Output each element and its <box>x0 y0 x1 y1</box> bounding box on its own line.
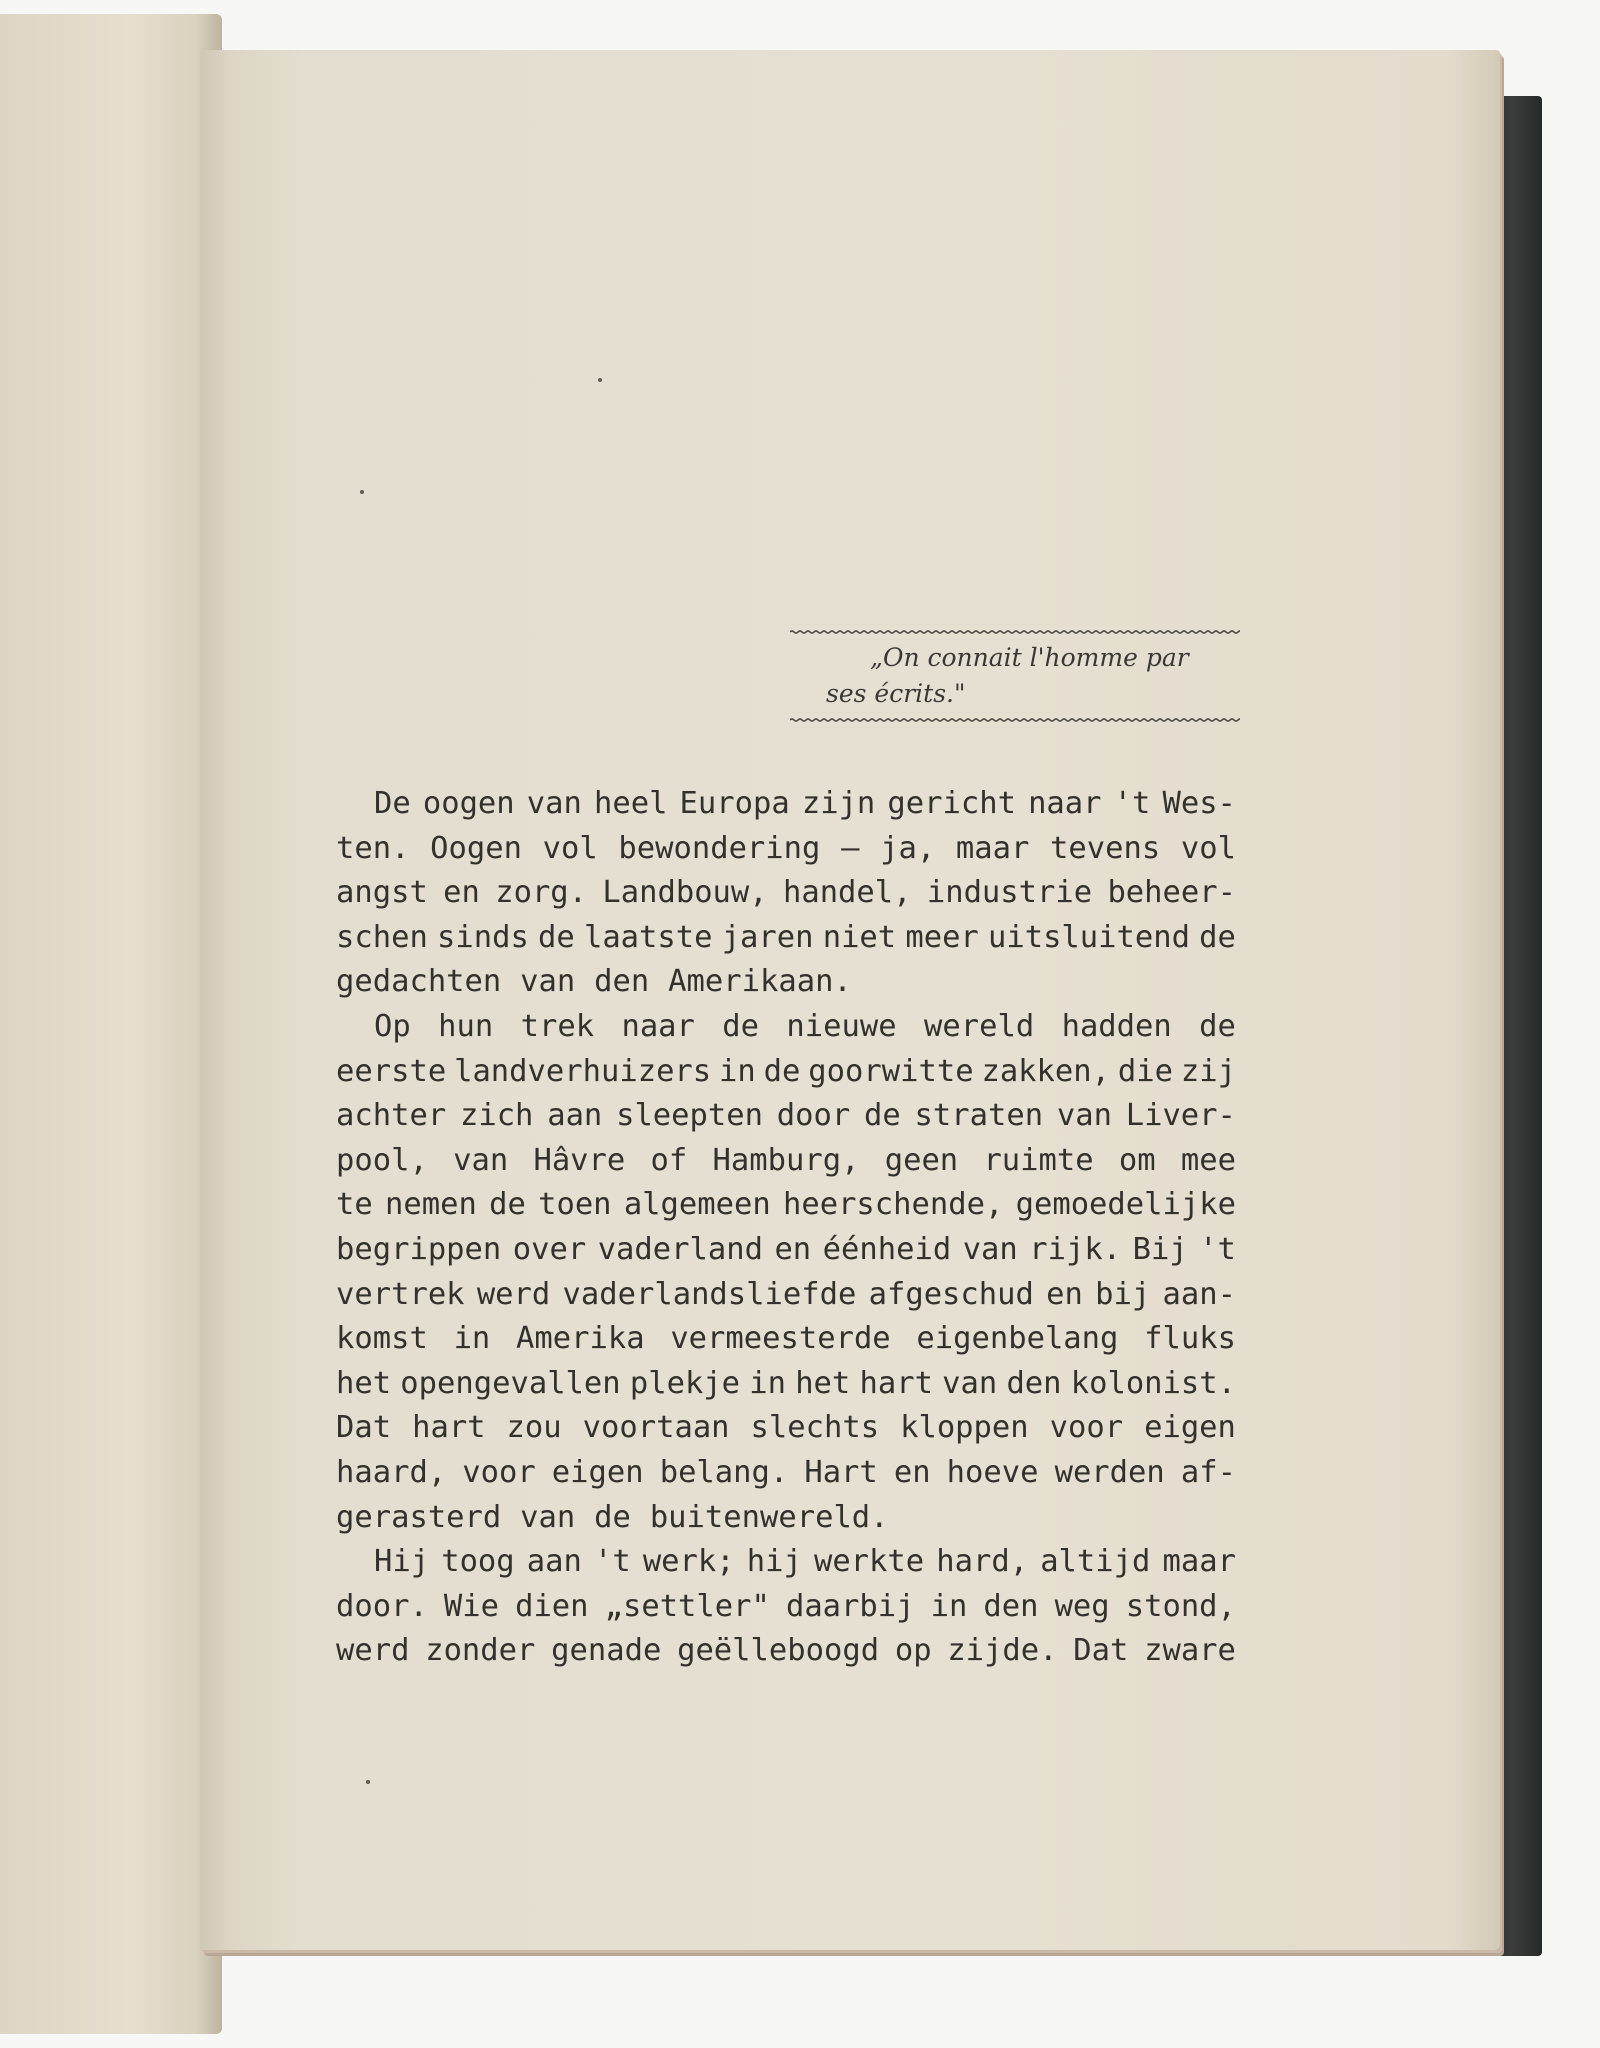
word: haard, <box>336 1454 447 1490</box>
word: sleepten <box>616 1098 763 1134</box>
word: daarbij <box>785 1588 915 1624</box>
text-line <box>336 1585 1236 1630</box>
word: bij <box>1095 1276 1151 1312</box>
word: trek <box>520 1008 595 1044</box>
word: toen <box>538 1187 612 1223</box>
word: aan <box>547 1098 603 1134</box>
word: Op <box>374 1008 411 1044</box>
word: Hamburg, <box>712 1142 860 1178</box>
word: de <box>1199 1008 1236 1044</box>
word: maar <box>1162 1544 1236 1580</box>
word: slechts <box>750 1410 880 1446</box>
word: niet <box>822 919 897 955</box>
word: meer <box>905 919 979 955</box>
word: het <box>795 1365 851 1401</box>
word: vermeesterde <box>670 1321 891 1357</box>
word: dien <box>515 1588 589 1624</box>
word: en <box>443 875 480 911</box>
word: beheer- <box>1107 875 1236 911</box>
word: de <box>1199 919 1236 955</box>
word: hij <box>746 1544 802 1580</box>
word: werden <box>1054 1454 1165 1490</box>
word: zware <box>1144 1633 1236 1669</box>
word: de <box>594 1499 631 1535</box>
word: gemoedelijke <box>1015 1187 1236 1223</box>
word: Dat <box>336 1410 392 1446</box>
word: den <box>594 964 650 1000</box>
word: handel, <box>782 875 912 911</box>
word: door. <box>336 1588 428 1624</box>
word: eigenbelang <box>916 1321 1119 1357</box>
word: zijn <box>801 786 876 821</box>
word: ruimte <box>983 1142 1094 1178</box>
word: Hâvre <box>533 1142 626 1178</box>
word: Liver- <box>1125 1098 1236 1134</box>
word: eerste <box>336 1053 447 1089</box>
word: kolonist. <box>1070 1365 1236 1401</box>
word: geen <box>884 1142 959 1178</box>
word: hard, <box>936 1544 1029 1580</box>
word: laatste <box>583 919 713 955</box>
word: weg <box>1054 1588 1110 1624</box>
word: begrippen <box>336 1231 502 1267</box>
word: werkte <box>813 1544 925 1580</box>
word: werd <box>336 1633 410 1669</box>
ink-speck <box>366 1780 370 1784</box>
word: van <box>453 1142 509 1178</box>
text-line <box>336 916 1236 961</box>
text-line <box>336 1139 1236 1184</box>
word: en <box>1046 1276 1083 1312</box>
word: nieuwe <box>786 1008 897 1044</box>
epigraph-quote <box>826 640 1236 712</box>
word: te <box>336 1187 373 1223</box>
word: 't <box>1113 786 1151 821</box>
text-line <box>336 871 1236 916</box>
word: die <box>1117 1053 1173 1089</box>
word: algemeen <box>623 1187 771 1223</box>
word: stond, <box>1125 1588 1236 1624</box>
word: straten <box>914 1098 1044 1134</box>
word: den <box>1006 1365 1062 1401</box>
word: gedachten <box>336 964 502 1000</box>
word: in <box>453 1321 491 1357</box>
word: van <box>520 964 576 1000</box>
word: gericht <box>887 786 1016 821</box>
word: mee <box>1180 1142 1236 1178</box>
word: genade <box>551 1633 662 1669</box>
word: aan <box>526 1544 582 1580</box>
left-facing-page <box>0 14 222 2034</box>
word: eigen <box>551 1454 644 1490</box>
word: Bij <box>1132 1231 1188 1267</box>
epigraph <box>790 628 1240 728</box>
word: zich <box>459 1098 534 1134</box>
text-line <box>336 1317 1236 1362</box>
word: Hart <box>804 1454 878 1490</box>
word: afgeschud <box>868 1276 1034 1312</box>
word: kloppen <box>900 1410 1029 1446</box>
word: gerasterd <box>336 1499 502 1535</box>
word: tevens <box>1050 830 1161 866</box>
word: Hij <box>374 1544 430 1580</box>
text-line <box>336 1362 1236 1407</box>
text-line <box>336 827 1236 872</box>
word: Amerikaan. <box>668 964 852 1000</box>
word: het <box>336 1365 392 1401</box>
word: voortaan <box>582 1410 730 1446</box>
text-line <box>336 1496 1236 1541</box>
word: de <box>722 1008 760 1044</box>
epigraph-line-2: ses écrits." <box>826 679 966 708</box>
word: toog <box>441 1544 515 1580</box>
word: van <box>942 1365 998 1401</box>
word: Landbouw, <box>602 875 768 911</box>
word: goorwitte <box>808 1053 974 1089</box>
word: angst <box>336 875 428 911</box>
word: De <box>374 786 411 821</box>
word: in <box>749 1365 786 1401</box>
word: schen <box>336 919 428 955</box>
word: achter <box>336 1098 447 1134</box>
word: Oogen <box>430 830 522 866</box>
word: of <box>650 1142 688 1178</box>
word: vaderlandsliefde <box>562 1276 857 1312</box>
text-line <box>336 1273 1236 1318</box>
text-line <box>336 960 1236 1005</box>
word: zonder <box>425 1633 536 1669</box>
word: hun <box>438 1008 494 1044</box>
text-line <box>336 1050 1236 1095</box>
word: werd <box>476 1276 551 1312</box>
text-line <box>336 1183 1236 1228</box>
word: rijk. <box>1029 1231 1122 1267</box>
word: in <box>930 1588 968 1624</box>
text-line <box>336 1094 1236 1139</box>
word: den <box>983 1588 1039 1624</box>
word: „settler" <box>604 1588 770 1624</box>
epigraph-bottom-rule <box>790 716 1240 724</box>
text-line <box>336 1005 1236 1050</box>
word: hart <box>859 1365 933 1401</box>
word: belang. <box>659 1454 789 1490</box>
text-line <box>336 1629 1236 1674</box>
word: heel <box>593 786 668 821</box>
word: landverhuizers <box>454 1053 712 1089</box>
word: zakken, <box>981 1053 1110 1089</box>
text-line <box>336 1540 1236 1585</box>
word: Wie <box>443 1588 499 1624</box>
word: naar <box>621 1008 695 1044</box>
word: af- <box>1180 1454 1236 1490</box>
word: en <box>893 1454 931 1490</box>
word: Dat <box>1073 1633 1129 1669</box>
word: de <box>538 919 575 955</box>
text-line <box>336 782 1236 827</box>
text-line <box>336 1228 1236 1273</box>
word: 't <box>593 1544 631 1580</box>
word: sinds <box>437 919 529 955</box>
word: Amerika <box>516 1321 645 1357</box>
word: ten. <box>336 830 410 866</box>
word: buitenwereld. <box>649 1499 889 1535</box>
word: hoeve <box>946 1454 1039 1490</box>
word: werk; <box>642 1544 735 1580</box>
word: van <box>1056 1098 1112 1134</box>
word: vaderland <box>597 1231 763 1267</box>
word: van <box>526 786 582 821</box>
word: vol <box>542 830 598 866</box>
word: zorg. <box>495 875 588 911</box>
word: door <box>776 1098 851 1134</box>
word: in <box>719 1053 756 1089</box>
word: nemen <box>385 1187 477 1223</box>
word: Europa <box>679 786 790 821</box>
word: zijde. <box>947 1633 1058 1669</box>
word: zou <box>506 1410 562 1446</box>
word: de <box>763 1053 801 1089</box>
word: vol <box>1180 830 1236 866</box>
word: aan- <box>1162 1276 1236 1312</box>
word: 't <box>1199 1231 1236 1267</box>
word: jaren <box>721 919 814 955</box>
word: de <box>864 1098 901 1134</box>
word: van <box>962 1231 1018 1267</box>
word: Wes- <box>1162 786 1236 821</box>
word: op <box>894 1633 932 1669</box>
word: en <box>774 1231 812 1267</box>
word: om <box>1118 1142 1156 1178</box>
word: eigen <box>1144 1410 1236 1446</box>
word: plekje <box>629 1365 741 1401</box>
word: uitsluitend <box>987 919 1190 955</box>
epigraph-top-rule <box>790 628 1240 636</box>
word: wereld <box>924 1008 1035 1044</box>
word: opengevallen <box>400 1365 621 1401</box>
word: naar <box>1028 786 1102 821</box>
word: geëlleboogd <box>677 1633 880 1669</box>
word: over <box>512 1231 587 1267</box>
word: hadden <box>1061 1008 1172 1044</box>
word: voor <box>462 1454 536 1490</box>
text-line <box>336 1451 1236 1496</box>
word: heerschende, <box>782 1187 1004 1223</box>
word: pool, <box>336 1142 428 1178</box>
ink-speck <box>360 490 364 494</box>
word: ja, <box>880 830 936 866</box>
word: zij <box>1180 1053 1236 1089</box>
word: bewondering <box>618 830 821 866</box>
word: komst <box>336 1321 428 1357</box>
page-body-text <box>336 782 1236 1674</box>
word: van <box>520 1499 576 1535</box>
word: maar <box>955 830 1030 866</box>
word: hart <box>412 1410 486 1446</box>
word: éénheid <box>822 1231 952 1267</box>
word: voor <box>1049 1410 1124 1446</box>
word: oogen <box>422 786 515 821</box>
word: — <box>841 830 860 866</box>
word: de <box>489 1187 526 1223</box>
word: altijd <box>1040 1544 1151 1580</box>
word: vertrek <box>336 1276 465 1312</box>
word: fluks <box>1144 1321 1236 1357</box>
epigraph-line-1: „On connait l'homme par <box>870 643 1189 672</box>
text-line <box>336 1406 1236 1451</box>
ink-speck <box>598 378 602 382</box>
word: industrie <box>926 875 1093 911</box>
